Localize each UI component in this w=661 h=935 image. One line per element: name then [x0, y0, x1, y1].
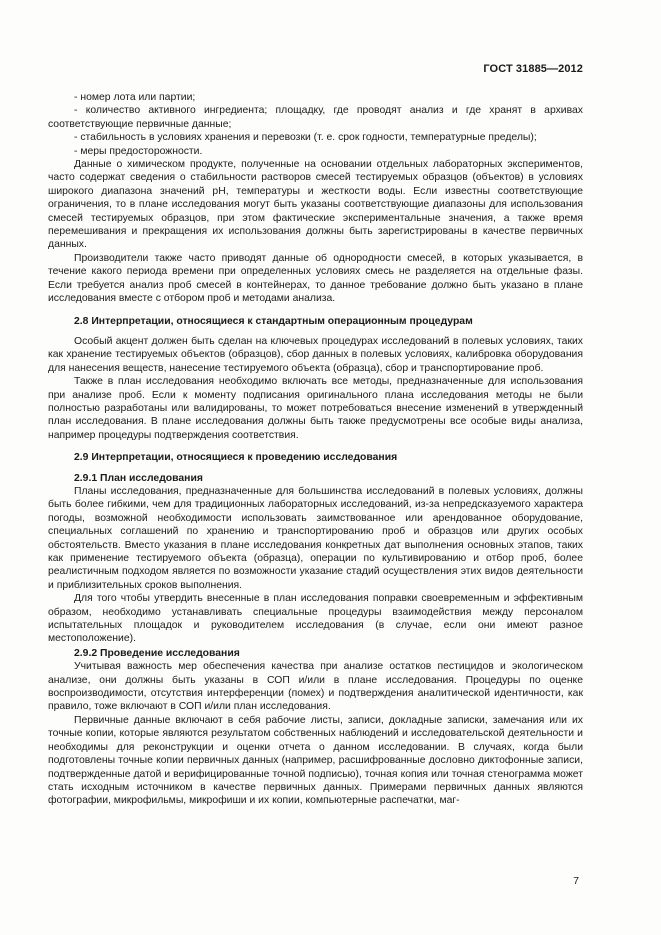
bullet-item: - стабильность в условиях хранения и перевозки (т. е. срок годности, температурные пределы);	[74, 132, 537, 144]
section-heading-2-9: 2.9 Интерпретации, относящиеся к проведению исследования	[74, 452, 398, 464]
paragraph: Особый акцент должен быть сделан на ключевых процедурах исследований в полевых условиях, таких как хранение тестируемых объектов (образцов), сбор данных в полевых условиях, калибровка оборудования для нанесения веществ, нанесение тестируемого объекта (образца), сбор и транспортирование проб.	[48, 335, 583, 374]
bullet-item: - количество активного ингредиента; площадку, где проводят анализ и где хранят в архивах соответствующие первичные данные;	[48, 105, 583, 130]
section-heading-2-8: 2.8 Интерпретации, относящиеся к стандартным операционным процедурам	[74, 315, 473, 327]
bullet-item: - меры предосторожности.	[74, 145, 203, 157]
paragraph: Планы исследования, предназначенные для большинства исследований в полевых условиях, должны быть более гибкими, чем для традиционных лабораторных исследований, из-за непредсказуемого характера погоды, возможной необходимости использовать заимствованное или арендованное оборудование, специальных соглашений по хранению и транспортированию проб и образцов или других особых обстоятельств. Вместо указания в плане исследования конкретных дат выполнения основных этапов, таких как применение тестируемого объекта (образца), операции по культивированию и отбор проб, более реалистичным подходом является по возможности указание стадий осуществления этих видов деятельности и приблизительных сроков выполнения.	[48, 485, 583, 591]
paragraph: Производители также часто приводят данные об однородности смесей, в которых указывается, в течение какого периода времени при определенных условиях смесь не разделяется на отдельные фазы. Если требуется анализ проб смесей в контейнерах, то данное требование должно быть указано в плане исследования вместе с отбором проб и методами анализа.	[48, 252, 583, 305]
bullet-item: - номер лота или партии;	[74, 92, 196, 103]
document-header: ГОСТ 31885—2012	[483, 63, 583, 75]
paragraph: Также в план исследования необходимо включать все методы, предназначенные для использования при анализе проб. Если к моменту подписания оригинального плана исследования методы не были полностью разработаны или валидированы, то может потребоваться внесение изменений в утвержденный план исследования. В плане исследования должны быть также предусмотрены все особые виды анализа, например процедуры подтверждения соответствия.	[48, 376, 583, 441]
paragraph: Для того чтобы утвердить внесенные в план исследования поправки своевременным и эффективным образом, необходимо устанавливать специальные процедуры взаимодействия между персоналом испытательных площадок и руководителем исследования (в случае, если они имеют разное местоположение).	[48, 593, 583, 645]
paragraph: Учитывая важность мер обеспечения качества при анализе остатков пестицидов и экологическом анализе, они должны быть указаны в СОП и/или в плане исследования. Процедуры по оценке воспроизводимости, отсутствия интерференции (помех) и подтверждения аналитической идентичности, как правило, тоже включают в СОП и/или план исследования.	[48, 661, 583, 713]
page-body	[48, 91, 583, 808]
page-number: 7	[573, 876, 579, 887]
subsection-heading-2-9-1: 2.9.1 План исследования	[74, 472, 203, 484]
paragraph: Данные о химическом продукте, полученные на основании отдельных лабораторных экспериментов, часто содержат сведения о стабильности растворов смесей тестируемых образцов (объектов) в условиях широкого диапазона значений pH, температуры и жесткости воды. Если известны соответствующие ограничения, то в плане исследования могут быть указаны соответствующие диапазоны для использования смесей тестируемых образцов, при этом фактические экспериментальные значения, а также время перемешивания и прекращения их использования должны быть зарегистрированы в качестве первичных данных.	[48, 159, 583, 251]
paragraph: Первичные данные включают в себя рабочие листы, записи, докладные записки, замечания или их точные копии, которые являются результатом собственных наблюдений и исследовательской деятельности и необходимы для реконструкции и оценки отчета о данном исследовании. В случаях, когда были подготовлены точные копии первичных данных (например, расшифрованные дословно диктофонные записи, подтвержденные датой и верифицированные точной подписью), точная копия или точная стенограмма может стать исходным источником в качестве первичных данных. Примерами первичных данных являются фотографии, микрофильмы, микрофиши и их копии, компьютерные распечатки, маг-	[48, 714, 583, 807]
subsection-heading-2-9-2: 2.9.2 Проведение исследования	[74, 647, 240, 659]
